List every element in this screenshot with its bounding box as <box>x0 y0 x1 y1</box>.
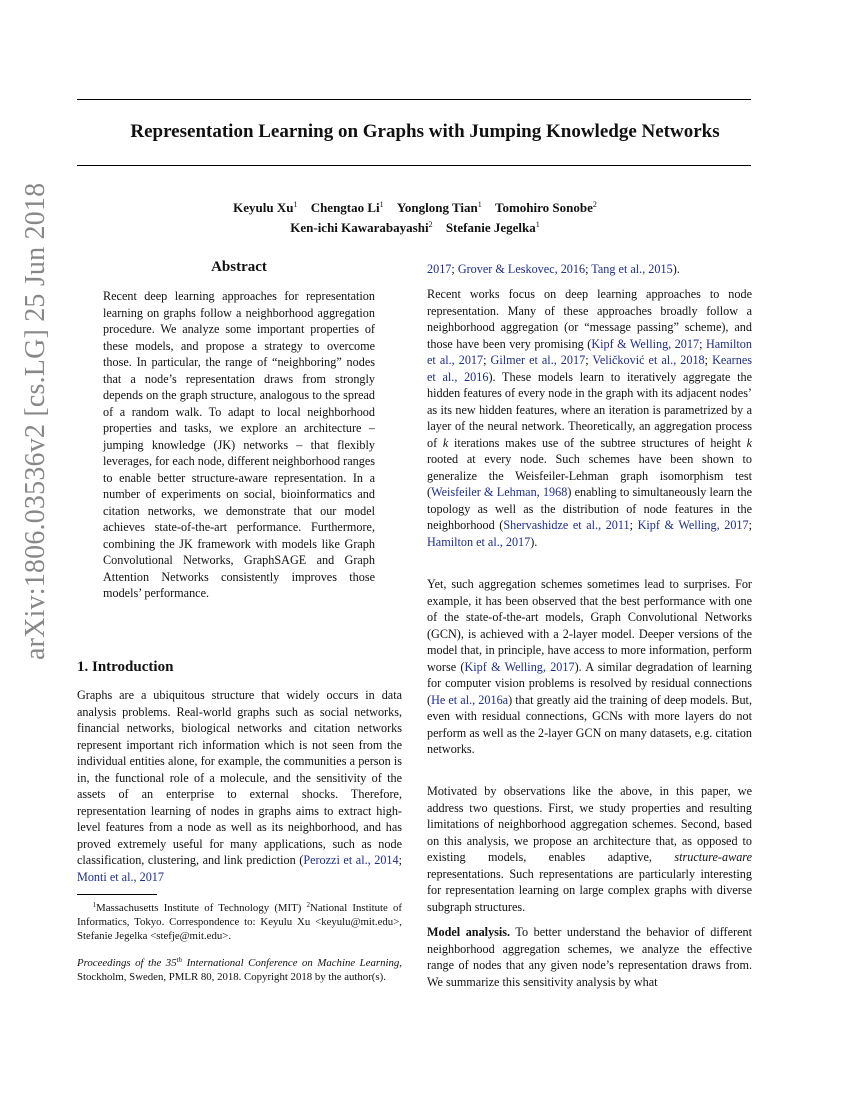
author: Stefanie Jegelka$^1$ <box>445 220 540 235</box>
citation-link[interactable]: Kipf & Welling, 2017 <box>464 659 575 674</box>
footnote-affiliations: $^1$Massachusetts Institute of Technology (MIT) $^2$National Institute of Informatics, Tokyo. Correspondence to: Keyulu Xu <keyulu@mit.edu>, Stefanie Jegelka <stefje@mit.edu>. <box>77 901 402 942</box>
citation-link[interactable]: Grover & Leskovec, 2016 <box>457 262 586 276</box>
run-in-heading: Model analysis. <box>427 925 511 939</box>
citation-link[interactable]: Gilmer et al., 2017 <box>490 353 586 367</box>
intro-paragraph-2: Recent works focus on deep learning approaches to node representation. Many of these approaches broadly follow a neighborhood aggregation (or “message passing” scheme), and those have been very promising (Kipf & Welling, 2017; Hamilton et al., 2017; Gilmer et al., 2017; Veličković et al., 2018; Kearnes et al., 2016). These models learn to iteratively aggregate the hidden features of every node in the graph with its adjacent nodes’ as its new hidden features, where an iteration is parametrized by a layer of the neural network. Theoretically, an aggregation process of k iterations makes use of the subtree structures of height k rooted at every node. Such schemes have been shown to generalize the Weisfeiler-Lehman graph isomorphism test (Weisfeiler & Lehman, 1968) enabling to simultaneously learn the topology as well as the distribution of node features in the neighborhood (Shervashidze et al., 2011; Kipf & Welling, 2017; Hamilton et al., 2017). <box>427 287 753 549</box>
title-rule-bottom <box>77 165 751 166</box>
author-list <box>0 196 830 236</box>
author: Keyulu Xu$^1$ <box>233 200 298 215</box>
citation-link[interactable]: Hamilton et al., 2017 <box>427 534 531 549</box>
author: Chengtao Li$^1$ <box>310 200 384 215</box>
citation-link[interactable]: Kipf & Welling, 2017 <box>591 336 700 351</box>
author: Yonglong Tian$^1$ <box>396 200 482 215</box>
citation-link[interactable]: Perozzi et al., 2014 <box>303 853 399 867</box>
abstract-text: Recent deep learning approaches for representation learning on graphs follow a neighborhood aggregation procedure. We analyze some important properties of these models, and propose a strategy to overcome those. In particular, the range of “neighboring” nodes that a node’s representation draws from strongly depends on the graph structure, analogous to the spread of a random walk. To adapt to local neighborhood properties and tasks, we explore an architecture – jumping knowledge (JK) networks – that flexibly leverages, for each node, different neighborhood ranges to enable better structure-aware representation. In a number of experiments on social, bioinformatics and citation networks, we demonstrate that our model achieves state-of-the-art performance. Furthermore, combining the JK framework with models like Graph Convolutional Networks, GraphSAGE and Graph Attention Networks consistently improves those models’ performance. <box>103 289 375 600</box>
intro-paragraph-3: Yet, such aggregation schemes sometimes lead to surprises. For example, it has been observed that the best performance with one of the state-of-the-art models, Graph Convolutional Networks (GCN), is achieved with a 2-layer model. Deeper versions of the model that, in principle, have access to more information, perform worse (Kipf & Welling, 2017). A similar degradation of learning for computer vision problems is resolved by residual connections (He et al., 2016a) that greatly aid the training of deep models. But, even with residual connections, GCNs with more layers do not perform as well as the 2-layer GCN on many datasets, e.g. citation networks. <box>427 577 752 756</box>
section-heading-introduction: 1. Introduction <box>77 659 174 675</box>
citation-link[interactable]: Kipf & Welling, 2017 <box>637 518 749 532</box>
title-rule-top <box>77 99 751 100</box>
author: Tomohiro Sonobe$^2$ <box>494 200 597 215</box>
footnote-rule <box>77 894 157 895</box>
footnote-proceedings: Proceedings of the 35th International Conference on Machine Learning, Stockholm, Sweden, PMLR 80, 2018. Copyright 2018 by the author(s). <box>77 956 402 983</box>
citation-link[interactable]: Hamilton et al., 2017 <box>427 336 752 367</box>
citation-link[interactable]: Veličković et al., 2018 <box>592 353 705 367</box>
model-analysis-paragraph: Model analysis. To better understand the behavior of different neighborhood aggregation schemes, we analyze the effective range of nodes that any given node’s representation draws from. We summarize this sensitivity analysis by what <box>427 925 752 989</box>
citation-link[interactable]: Kearnes et al., 2016 <box>427 353 752 384</box>
paper-title: Representation Learning on Graphs with Jumping Knowledge Networks <box>130 121 720 142</box>
intro-paragraph-1: Graphs are a ubiquitous structure that widely occurs in data analysis problems. Real-world graphs such as social networks, financial networks, biological networks and citation networks represent important rich information which is not seen from the individual entities alone, for example, the communities a person is in, the functional role of a molecule, and the sensitivity of the assets of an enterprise to external shocks. Therefore, representation learning of nodes in graphs aims to extract high-level features from a node as well as its neighborhood, and has proved extremely useful for many applications, such as node classification, clustering, and link prediction (Perozzi et al., 2014; Monti et al., 2017 <box>77 688 403 884</box>
arxiv-stamp: arXiv:1806.03536v2 [cs.LG] 25 Jun 2018 <box>20 182 51 660</box>
citation-link[interactable]: He et al., 2016a <box>431 692 509 707</box>
intro-paragraph-4: Motivated by observations like the above, in this paper, we address two questions. First, we study properties and resulting limitations of neighborhood aggregation schemes. Second, based on this analysis, we propose an architecture that, as opposed to existing models, enables adaptive, structure-aware representations. Such representations are particularly interesting for representation learning on large complex graphs with diverse subgraph structures. <box>427 784 752 914</box>
citation-link[interactable]: Weisfeiler & Lehman, 1968 <box>431 485 568 499</box>
abstract-heading: Abstract <box>211 259 267 275</box>
citation-link[interactable]: Shervashidze et al., 2011 <box>503 518 630 532</box>
intro-paragraph-1-continued: 2017; Grover & Leskovec, 2016; Tang et al., 2015). <box>427 262 680 276</box>
citation-link[interactable]: Monti et al., 2017 <box>77 869 164 884</box>
author: Ken-ichi Kawarabayashi$^2$ <box>290 220 433 235</box>
citation-link[interactable]: Tang et al., 2015 <box>591 262 673 276</box>
citation-link[interactable]: 2017 <box>427 262 452 276</box>
